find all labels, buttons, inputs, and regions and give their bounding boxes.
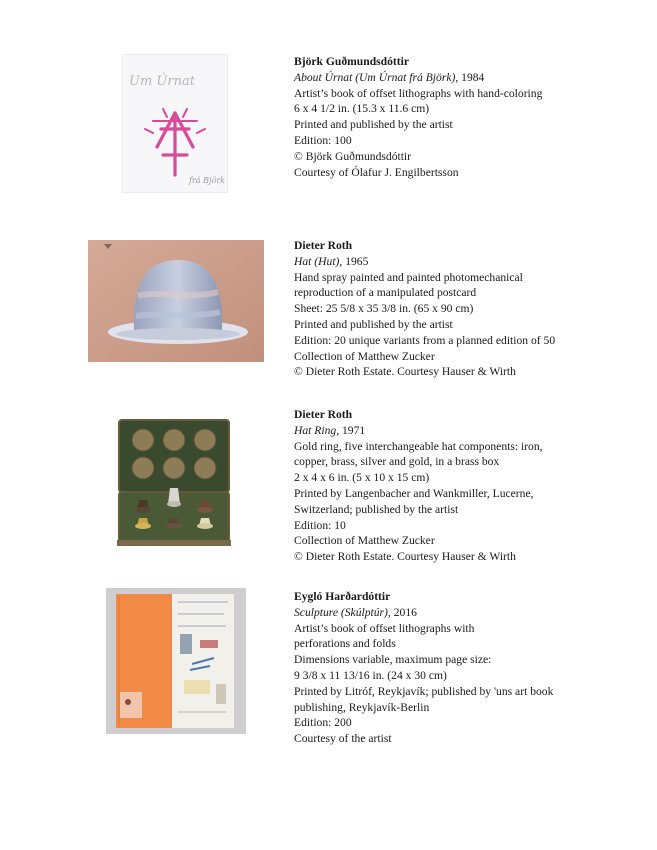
image-handwriting-bottom: frá Björk	[189, 176, 225, 185]
detail-line: Courtesy of Ólafur J. Engilbertsson	[294, 165, 459, 179]
artwork-year: , 2016	[387, 605, 417, 619]
image-handwriting-top: Um Úrnat	[129, 74, 195, 89]
detail-line: Printed and published by the artist	[294, 317, 453, 331]
hat-ring-box-drawing	[117, 418, 231, 546]
detail-line: copper, brass, silver and gold, in a brass box	[294, 455, 500, 469]
artwork-year: , 1965	[339, 254, 369, 268]
artwork-caption-1	[294, 54, 644, 180]
artist-name: Dieter Roth	[294, 239, 353, 252]
detail-line: perforations and folds	[294, 637, 396, 651]
detail-line: Printed and published by the artist	[294, 118, 453, 132]
artwork-title-line	[294, 254, 644, 270]
detail-line: Dimensions variable, maximum page size:	[294, 653, 492, 667]
detail-line: © Dieter Roth Estate. Courtesy Hauser & Wirth	[294, 365, 516, 379]
detail-line: Courtesy of the artist	[294, 732, 392, 746]
about-urnat-drawing	[123, 55, 227, 192]
artwork-year: , 1984	[455, 70, 485, 84]
detail-line: Sheet: 25 5/8 x 35 3/8 in. (65 x 90 cm)	[294, 302, 474, 316]
artwork-caption-4	[294, 589, 644, 747]
artwork-image-sculpture	[106, 588, 246, 734]
detail-line: publishing, Reykjavík-Berlin	[294, 700, 430, 714]
hat-drawing	[88, 240, 264, 362]
detail-line: 2 x 4 x 6 in. (5 x 10 x 15 cm)	[294, 471, 430, 485]
detail-line: Gold ring, five interchangeable hat components: iron,	[294, 439, 543, 453]
artwork-title: About Úrnat (Um Úrnat frá Björk)	[294, 70, 456, 84]
detail-line: 6 x 4 1/2 in. (15.3 x 11.6 cm)	[294, 102, 430, 116]
detail-line: Printed by Langenbacher and Wankmiller, Lucerne,	[294, 486, 534, 500]
artwork-image-about-urnat	[122, 54, 228, 193]
detail-line: 9 3/8 x 11 13/16 in. (24 x 30 cm)	[294, 668, 447, 682]
artwork-title-line	[294, 423, 644, 439]
artwork-caption-2	[294, 238, 644, 380]
detail-line: reproduction of a manipulated postcard	[294, 286, 477, 300]
detail-line: © Dieter Roth Estate. Courtesy Hauser & Wirth	[294, 550, 516, 564]
detail-line: Collection of Matthew Zucker	[294, 349, 435, 363]
detail-line: Hand spray painted and painted photomechanical	[294, 270, 523, 284]
detail-line: © Björk Guðmundsdóttir	[294, 149, 412, 163]
detail-line: Artist’s book of offset lithographs with hand-coloring	[294, 86, 543, 100]
detail-line: Collection of Matthew Zucker	[294, 534, 435, 548]
artwork-title: Hat Ring	[294, 423, 337, 437]
artwork-title-line	[294, 70, 644, 86]
artist-name: Dieter Roth	[294, 408, 353, 421]
artwork-title: Sculpture (Skúlptúr)	[294, 605, 388, 619]
detail-line: Printed by Litróf, Reykjavík; published by 'uns art book	[294, 684, 554, 698]
artist-name: Eygló Harðardóttir	[294, 590, 391, 603]
artwork-image-hat-ring	[117, 418, 231, 546]
artwork-year: , 1971	[336, 423, 366, 437]
detail-line: Artist’s book of offset lithographs with	[294, 621, 475, 635]
artwork-title: Hat (Hut)	[294, 254, 340, 268]
artwork-caption-3	[294, 407, 644, 565]
artwork-image-hat	[88, 240, 264, 362]
artist-name: Björk Guðmundsdóttir	[294, 55, 409, 68]
detail-line: Edition: 10	[294, 518, 346, 532]
detail-line: Edition: 200	[294, 716, 352, 730]
sculpture-book-drawing	[106, 588, 246, 734]
detail-line: Edition: 100	[294, 133, 352, 147]
detail-line: Edition: 20 unique variants from a planned edition of 50	[294, 333, 556, 347]
artwork-title-line	[294, 605, 644, 621]
detail-line: Switzerland; published by the artist	[294, 502, 459, 516]
